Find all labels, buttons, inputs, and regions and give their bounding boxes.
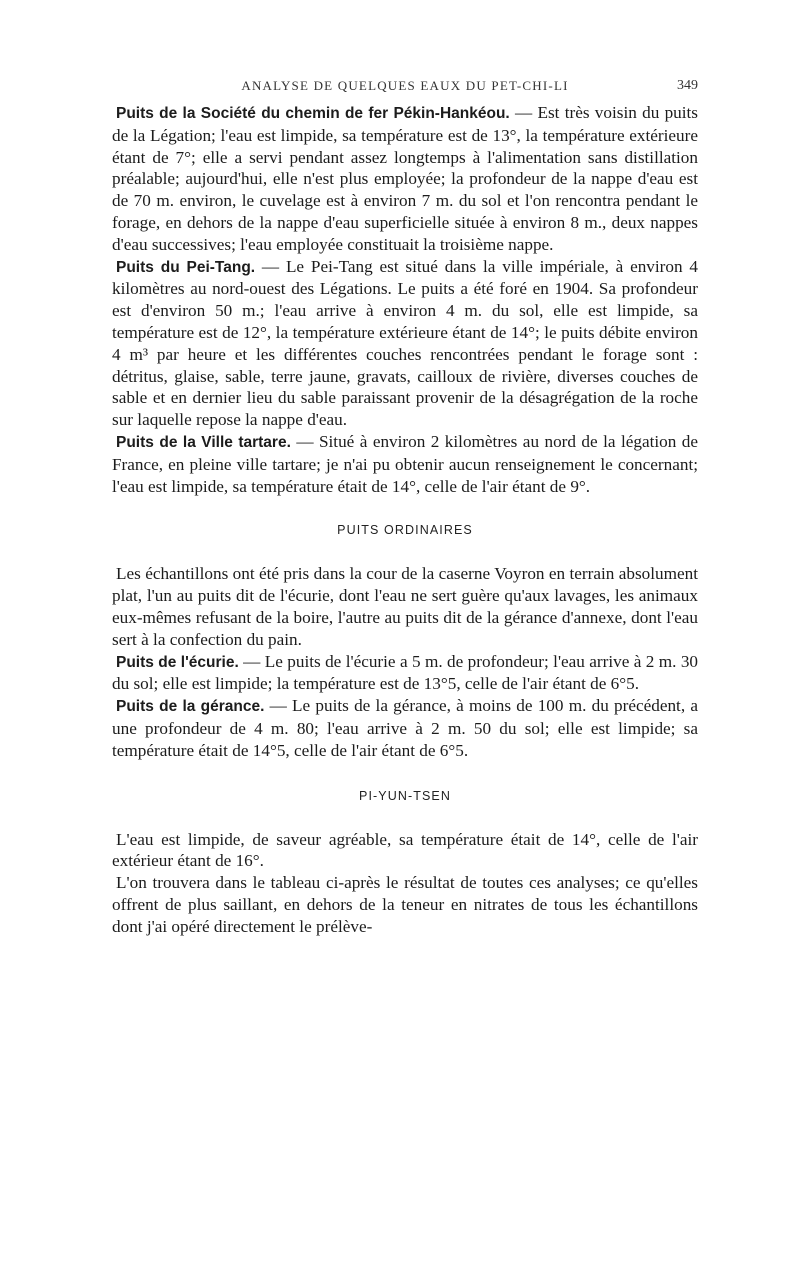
paragraph-body: Les échantillons ont été pris dans la cour de la caserne Voyron en terrain absolument plat, l'un au puits dit de l'écurie, dont l'eau ne sert guère qu'aux lavages, les animaux eux-mêmes refusant de la boire, l'autre au puits dit de la gérance d'annexe, dont l'eau sert à la confection du pain. [112,564,698,649]
paragraph-gerance [112,695,698,761]
paragraph-body: — Est très voisin du puits de la Légation; l'eau est limpide, sa température est de 13°, la température extérieure étant de 7°; elle a servi pendant assez longtemps à l'alimentation sans distillation préalable; aujourd'hui, elle n'est plus employée; la profondeur de la nappe d'eau est de 70 m. environ, le cuvelage est à environ 7 m. du sol et l'on rencontra pendant le forage, en dehors de la nappe d'eau superficielle située à environ 8 m., deux nappes d'eau successives; l'eau employée constituait la troisième nappe. [112,103,698,254]
paragraph-echantillons [112,563,698,650]
paragraph-societe-chemin-de-fer [112,102,698,256]
paragraph-pei-tang [112,256,698,431]
running-header [112,68,698,102]
paragraph-lead-heading: Puits de la gérance. [116,698,265,716]
running-title: ANALYSE DE QUELQUES EAUX DU PET-CHI-LI [241,78,569,93]
paragraph-lead-heading: Puits de la Ville tartare. [116,433,291,451]
page-number: 349 [677,78,698,93]
paragraph-body: — Le Pei-Tang est situé dans la ville impériale, à environ 4 kilomètres au nord-ouest des Légations. Le puits a été foré en 1904. Sa profondeur est d'environ 50 m.; l'eau arrive à environ 4 m. du sol, elle est limpide, sa température est de 12°, la température extérieure étant de 14°; le puits débite environ 4 m³ par heure et les différentes couches rencontrées pendant le forage sont : détritus, glaise, sable, terre jaune, gravats, cailloux de rivière, diverses couches de sable et en dernier lieu du sable paraissant provenir de la désagrégation de la roche sur laquelle repose la nappe d'eau. [112,256,698,430]
paragraph-body: — Situé à environ 2 kilomètres au nord de la légation de France, en pleine ville tartare; je n'ai pu obtenir aucun renseignement le concernant; l'eau est limpide, sa température était de 14°, celle de l'air étant de 9°. [112,431,698,496]
paragraph-ecurie [112,651,698,696]
document-page [112,68,698,938]
paragraph-tableau [112,872,698,937]
paragraph-lead-heading: Puits de l'écurie. [116,653,239,671]
section-heading-puits-ordinaires: PUITS ORDINAIRES [337,523,473,538]
section-heading-pi-yun-tsen: PI-YUN-TSEN [359,788,451,803]
paragraph-lead-heading: Puits du Pei-Tang. [116,258,256,276]
paragraph-pi-yun-tsen [112,829,698,873]
paragraph-ville-tartare [112,431,698,497]
paragraph-lead-heading: Puits de la Société du chemin de fer Pékin-Hankéou. [116,105,510,122]
paragraph-body: — Le puits de l'écurie a 5 m. de profondeur; l'eau arrive à 2 m. 30 du sol; elle est limpide; la température est de 13°5, celle de l'air étant de 6°5. [112,651,699,694]
paragraph-body: L'on trouvera dans le tableau ci-après le résultat de toutes ces analyses; ce qu'elles offrent de plus saillant, en dehors de la teneur en nitrates de tous les échantillons dont j'ai opéré directement le prélève- [112,873,698,936]
paragraph-body: L'eau est limpide, de saveur agréable, sa température était de 14°, celle de l'air extérieur étant de 16°. [112,829,698,871]
paragraph-body: — Le puits de la gérance, à moins de 100 m. du précédent, a une profondeur de 4 m. 80; l'eau arrive à 2 m. 50 du sol; elle est limpide; sa température était de 14°5, celle de l'air étant de 6°5. [112,696,698,760]
